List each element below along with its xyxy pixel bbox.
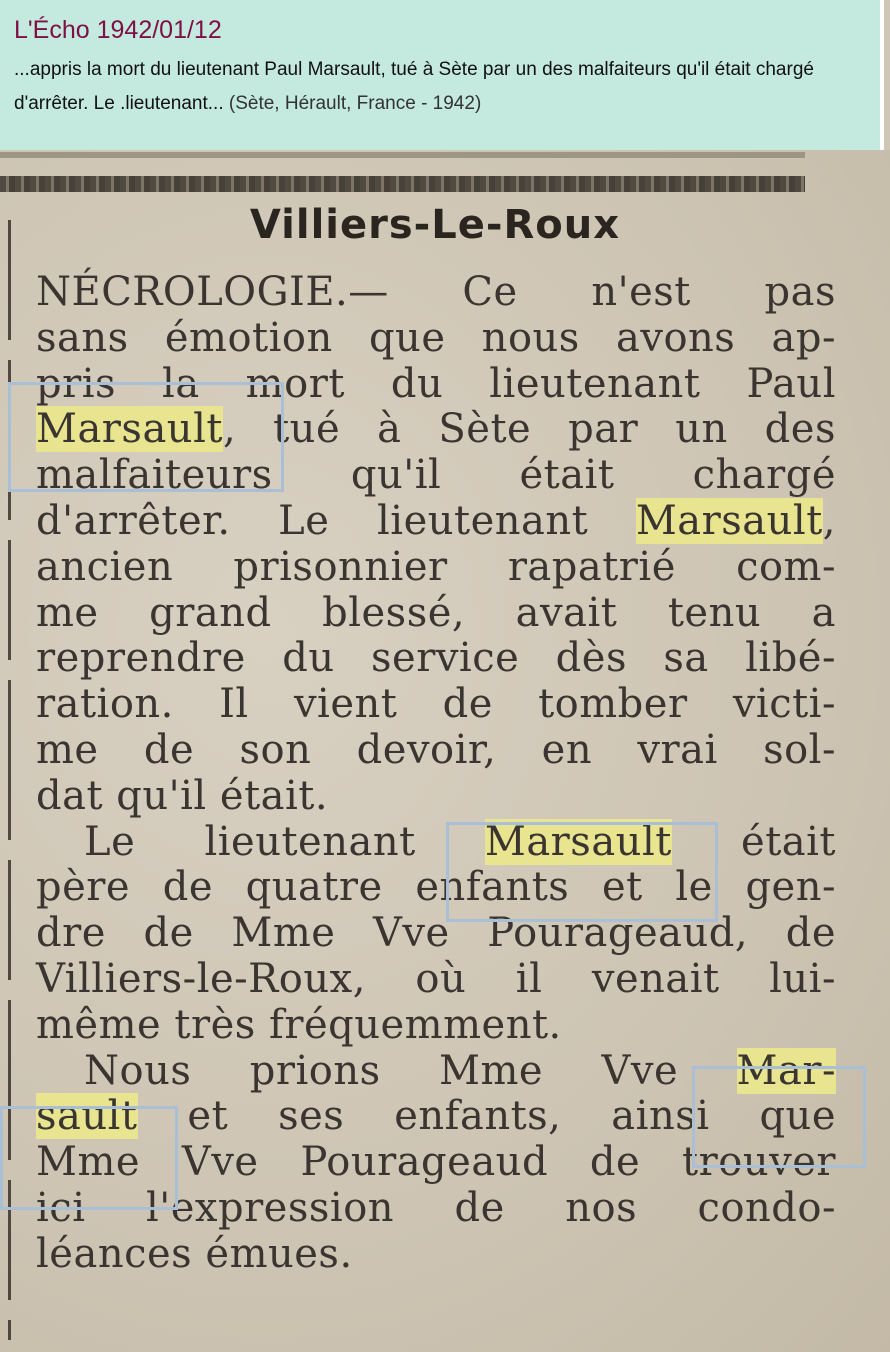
article-line: sans émotion que nous avons ap-	[36, 314, 836, 361]
article-line: Le lieutenant Marsault était	[84, 818, 836, 865]
highlighted-term: Marsault	[36, 406, 223, 453]
article-line: léances émues.	[36, 1230, 353, 1277]
caption-snippet-text: ...appris la mort du lieutenant Paul Marsault, tué à Sète par un des malfaiteurs qu'il était chargé d'arrêter. Le .lieutenant...	[14, 59, 814, 114]
article-line: me grand blessé, avait tenu a	[36, 589, 836, 636]
article-line: Mme Vve Pourageaud de trouver	[36, 1139, 836, 1186]
article-line: reprendre du service dès sa libé-	[36, 635, 836, 682]
caption-snippet	[14, 53, 880, 121]
article-line: dat qu'il était.	[36, 772, 329, 819]
article-line: ancien prisonnier rapatrié com-	[36, 543, 836, 590]
match-box	[0, 1106, 178, 1210]
search-result-caption	[0, 0, 884, 150]
article-line: me de son devoir, en vrai sol-	[36, 726, 836, 773]
article-line: même très fréquemment.	[36, 1001, 562, 1048]
caption-title[interactable]: L'Écho 1942/01/12	[14, 16, 222, 44]
article-line: malfaiteurs qu'il était chargé	[36, 452, 836, 499]
article-line: Marsault, tué à Sète par un des	[36, 406, 836, 453]
caption-source: (Sète, Hérault, France - 1942)	[228, 93, 482, 114]
match-box	[446, 822, 718, 922]
highlighted-term: Mar-	[736, 1047, 836, 1094]
newspaper-clipping	[0, 150, 890, 1352]
match-box	[8, 382, 284, 492]
article-line: dre de Mme Vve Pourageaud, de	[36, 910, 836, 957]
highlighted-term: sault	[36, 1093, 138, 1140]
top-divider	[0, 176, 805, 192]
highlighted-term: Marsault	[635, 497, 823, 544]
match-box	[692, 1066, 866, 1168]
article-line: ration. Il vient de tomber victi-	[36, 681, 836, 728]
article-line: pris la mort du lieutenant Paul	[36, 360, 836, 407]
article-line: père de quatre enfants et le gen-	[36, 864, 836, 911]
article-line: ici l'expression de nos condo-	[36, 1184, 836, 1231]
top-divider-thin	[0, 152, 805, 158]
article-headline: Villiers-Le-Roux	[249, 202, 621, 248]
article-line: NÉCROLOGIE.— Ce n'est pas	[36, 269, 836, 315]
article-line: d'arrêter. Le lieutenant Marsault,	[36, 497, 836, 544]
article-line: Nous prions Mme Vve Mar-	[84, 1047, 836, 1094]
highlighted-term: Marsault	[484, 818, 672, 865]
article-line: Villiers-le-Roux, où il venait lui-	[36, 955, 836, 1002]
article-line: sault et ses enfants, ainsi que	[36, 1093, 836, 1140]
